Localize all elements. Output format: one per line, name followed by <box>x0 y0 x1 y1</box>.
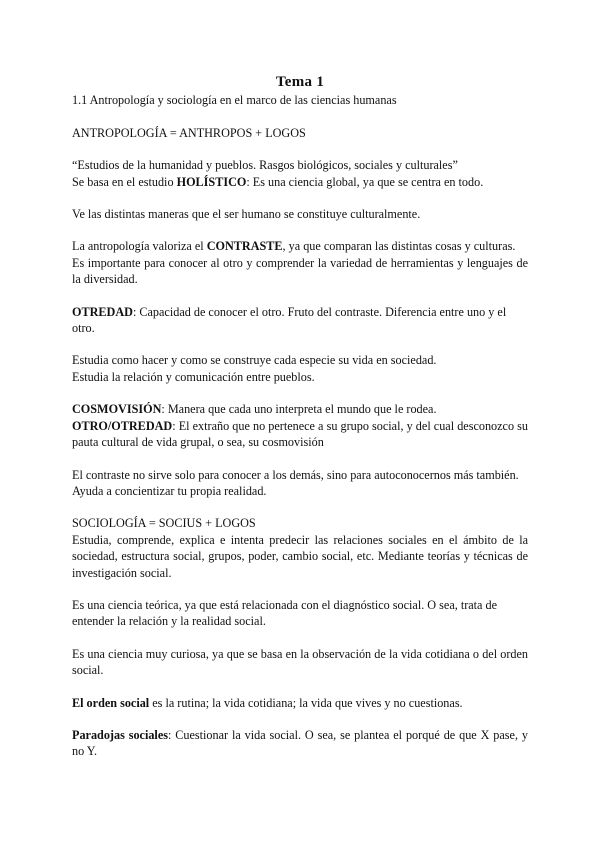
sociologia-formula: SOCIOLOGÍA = SOCIUS + LOGOS <box>72 516 256 531</box>
contraste-autoconocer: El contraste no sirve solo para conocer a los demás, sino para autoconocernos más también. Ayuda a concientizar tu propia realidad. <box>72 467 519 498</box>
definition-quote: “Estudios de la humanidad y pueblos. Rasgos biológicos, sociales y culturales” <box>72 158 458 173</box>
paradojas-term: Paradojas sociales <box>72 727 168 742</box>
maneras-paragraph: Ve las distintas maneras que el ser humano se constituye culturalmente. <box>72 207 421 222</box>
otredad-paragraph <box>72 304 528 337</box>
holistico-post: : Es una ciencia global, ya que se centra en todo. <box>246 174 484 189</box>
cosmovision-term: COSMOVISIÓN <box>72 402 162 417</box>
otro-post: : El extraño que no pertenece a su grupo social, y del cual desconozco su pauta cultural de vida grupal, o sea, su cosmovisión <box>72 418 528 450</box>
contraste-pre: La antropología valoriza el <box>72 239 207 254</box>
cosmovision-block <box>72 401 528 450</box>
teorica-paragraph: Es una ciencia teórica, ya que está relacionada con el diagnóstico social. O sea, trata de entender la relación y la realidad social. <box>72 597 498 629</box>
sociologia-block <box>72 515 528 581</box>
contraste-term: CONTRASTE <box>206 239 283 254</box>
paradojas-paragraph <box>72 727 528 760</box>
definition-block <box>72 157 528 190</box>
curiosa-paragraph: Es una ciencia muy curiosa, ya que se basa en la observación de la vida cotidiana o del orden social. <box>72 646 528 678</box>
estudia-block <box>72 352 528 385</box>
orden-term: El orden social <box>72 695 150 710</box>
orden-paragraph <box>72 695 528 711</box>
orden-post: es la rutina; la vida cotidiana; la vida que vives y no cuestionas. <box>149 695 463 710</box>
holistico-pre: Se basa en el estudio <box>72 174 177 189</box>
section-heading: 1.1 Antropología y sociología en el marco de las ciencias humanas <box>72 93 397 108</box>
holistico-term: HOLÍSTICO <box>176 174 247 189</box>
antropologia-formula: ANTROPOLOGÍA = ANTHROPOS + LOGOS <box>72 125 306 140</box>
cosmovision-post: : Manera que cada uno interpreta el mundo que le rodea. <box>161 402 437 417</box>
otredad-post: : Capacidad de conocer el otro. Fruto del contraste. Diferencia entre uno y el otro. <box>72 304 507 336</box>
page-title: Tema 1 <box>275 74 325 90</box>
document-body <box>72 74 528 776</box>
sociologia-description: Estudia, comprende, explica e intenta predecir las relaciones sociales en el ámbito de la sociedad, estructura social, grupos, poder, cambio social, etc. Mediante teorías y técnicas de investigación social. <box>72 532 528 580</box>
otro-term: OTRO/OTREDAD <box>72 418 173 433</box>
otredad-term: OTREDAD <box>72 304 133 319</box>
estudia-line-1: Estudia como hacer y como se construye cada especie su vida en sociedad. <box>72 353 437 368</box>
importante-text: Es importante para conocer al otro y comprender la variedad de herramientas y lenguajes de la diversidad. <box>72 255 528 287</box>
paradojas-post: : Cuestionar la vida social. O sea, se plantea el porqué de que X pase, y no Y. <box>72 727 529 759</box>
estudia-line-2: Estudia la relación y comunicación entre pueblos. <box>72 369 315 384</box>
contraste-post: , ya que comparan las distintas cosas y culturas. <box>282 239 516 254</box>
contraste-block <box>72 238 528 287</box>
